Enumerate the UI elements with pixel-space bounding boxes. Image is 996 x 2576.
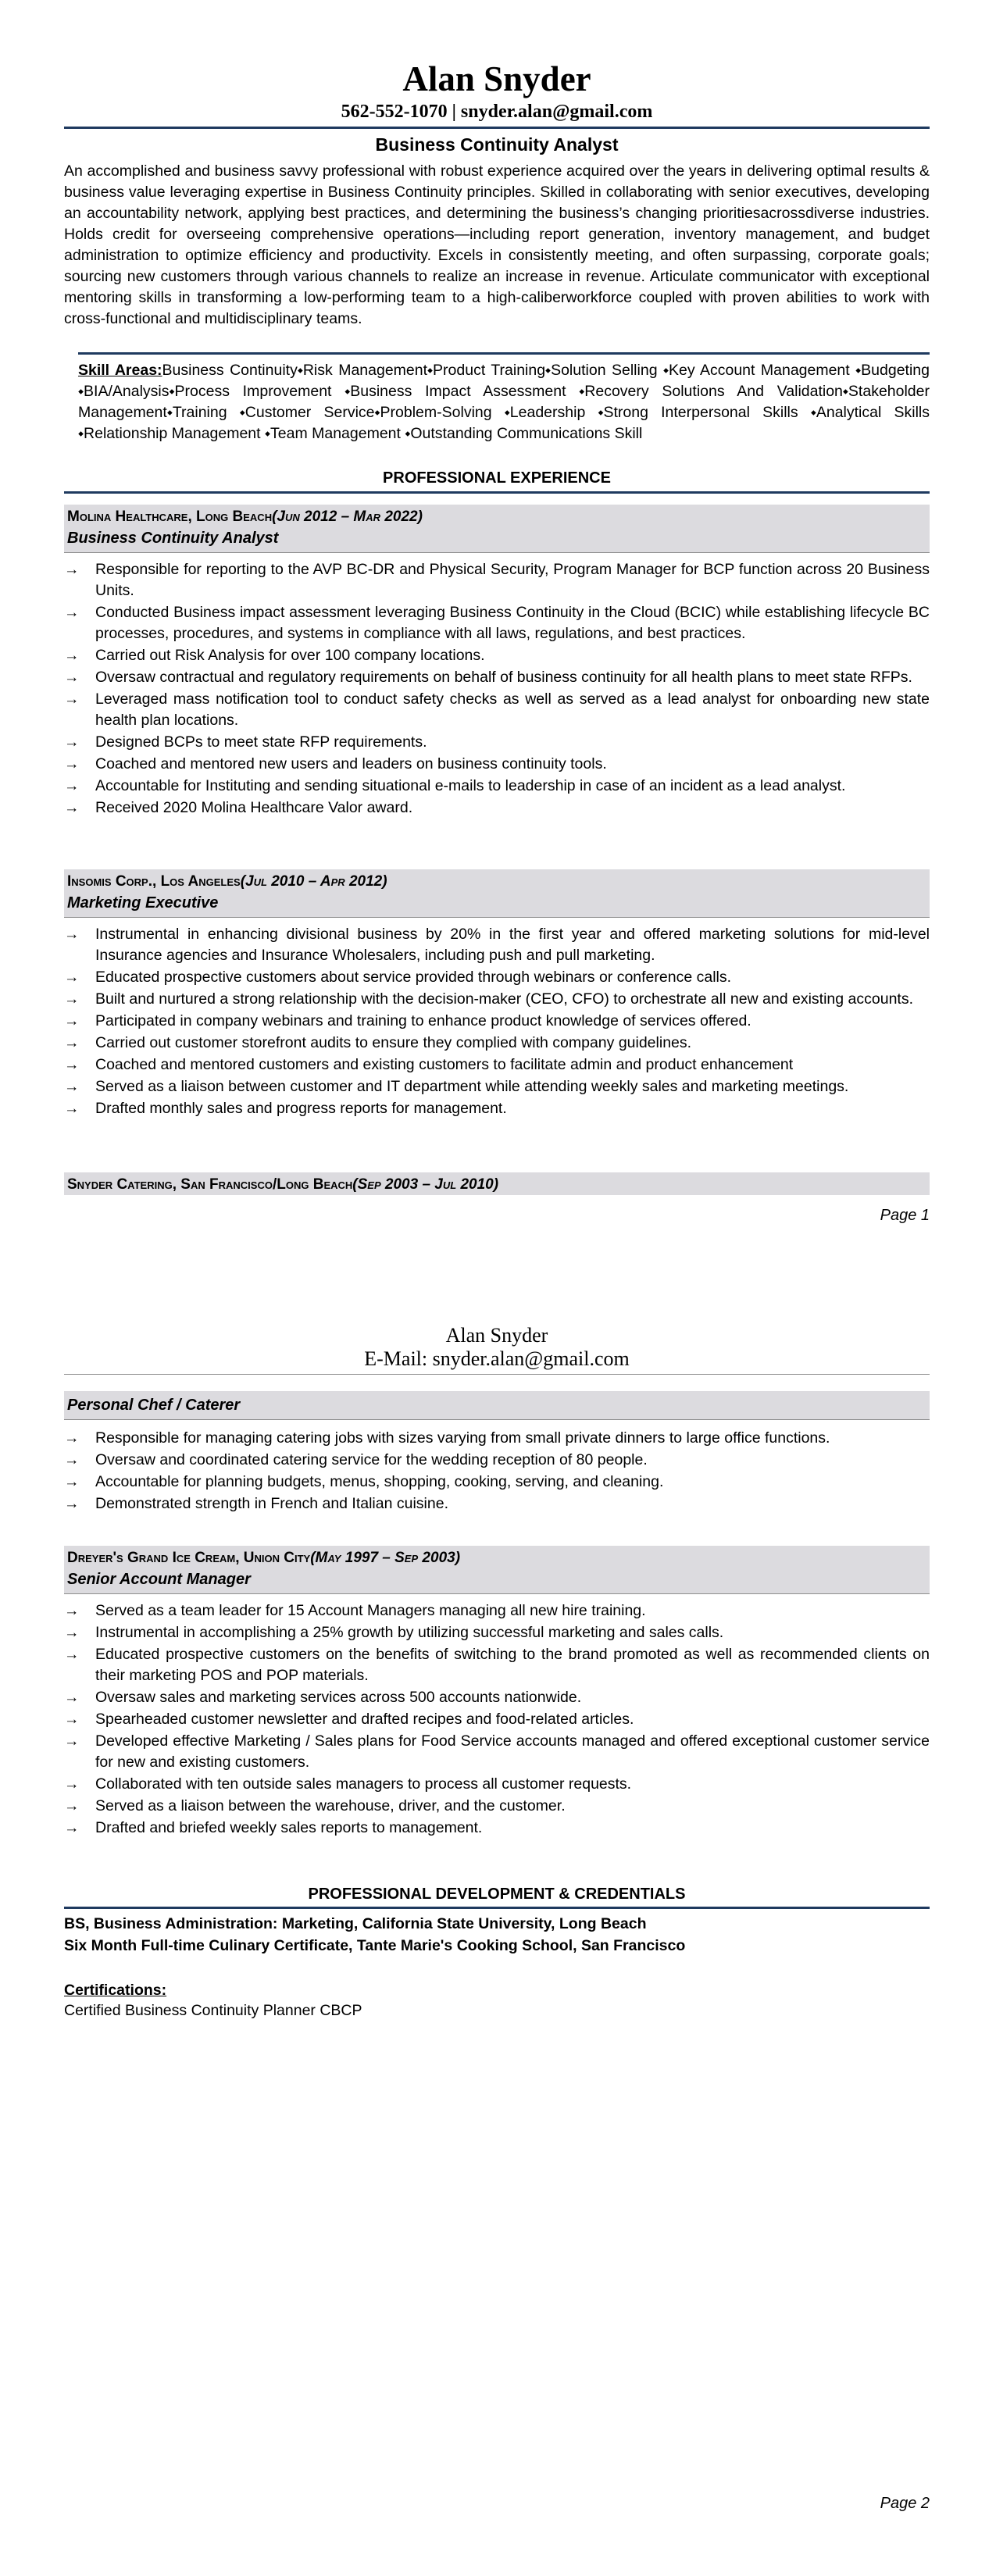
job-entry-snyder-catering-continued	[64, 1391, 930, 1515]
list-item: → Served as a liaison between the warehouse, driver, and the customer.	[64, 1796, 930, 1817]
list-item: → Carried out Risk Analysis for over 100 company locations.	[64, 645, 930, 666]
job-bullets	[64, 559, 930, 819]
list-item: → Carried out customer storefront audits to ensure they complied with company guidelines.	[64, 1033, 930, 1054]
arrow-icon: →	[64, 1797, 80, 1814]
skill-areas-label: Skill Areas:	[78, 362, 162, 379]
arrow-icon: →	[64, 1078, 80, 1095]
education-certificate: Six Month Full-time Culinary Certificate, Tante Marie's Cooking School, San Francisco	[64, 1937, 686, 1954]
job-company: Molina Healthcare, Long Beach	[67, 508, 273, 525]
job-entry-snyder-catering	[64, 1172, 930, 1195]
education-degree: BS, Business Administration: Marketing, California State University, Long Beach	[64, 1915, 647, 1932]
list-item: → Accountable for planning budgets, menus, shopping, cooking, serving, and cleaning.	[64, 1472, 930, 1493]
candidate-name: Alan Snyder	[402, 59, 591, 98]
list-item: → Accountable for Instituting and sending situational e-mails to leadership in case of an incident as a lead analyst.	[64, 776, 930, 797]
arrow-icon: →	[64, 690, 80, 708]
job-header	[64, 1172, 930, 1195]
headline: Business Continuity Analyst	[375, 134, 619, 155]
certification-item: Certified Business Continuity Planner CBCP	[64, 2002, 362, 2019]
skill-areas-list: Business Continuity⬩Risk Management⬩Product Training⬩Solution Selling ⬩Key Account Management ⬩Budgeting ⬩BIA/Analysis⬩Process Improvement ⬩Business Impact Assessment ⬩Recovery Solutions And Validation⬩Stakeholder Management⬩Training ⬩Customer Service⬩Problem-Solving ⬩Leadership ⬩Strong Interpersonal Skills ⬩Analytical Skills ⬩Relationship Management ⬩Team Management ⬩Outstanding Communications Skill	[78, 362, 930, 442]
arrow-icon: →	[64, 1495, 80, 1512]
arrow-icon: →	[64, 1775, 80, 1793]
list-item: → Built and nurtured a strong relationship with the decision-maker (CEO, CFO) to orchestrate all new and existing accounts.	[64, 989, 930, 1010]
arrow-icon: →	[64, 1646, 80, 1663]
job-header	[64, 869, 930, 917]
job-title: Marketing Executive	[67, 894, 219, 912]
job-dates: (May 1997 – Sep 2003)	[310, 1550, 461, 1566]
running-header-email: E-Mail: snyder.alan@gmail.com	[364, 1347, 630, 1370]
skill-areas	[78, 360, 930, 444]
job-title: Business Continuity Analyst	[67, 530, 279, 547]
list-item: → Demonstrated strength in French and Italian cuisine.	[64, 1493, 930, 1515]
list-item: → Oversaw contractual and regulatory requirements on behalf of business continuity for all health plans to meet state RFPs.	[64, 667, 930, 688]
job-header	[64, 505, 930, 552]
arrow-icon: →	[64, 669, 80, 686]
arrow-icon: →	[64, 561, 80, 578]
list-item: → Responsible for reporting to the AVP BC-DR and Physical Security, Program Manager for BCP function across 20 Business Units.	[64, 561, 930, 599]
arrow-icon: →	[64, 1100, 80, 1117]
skills-divider	[78, 352, 930, 355]
job-entry-insomis	[64, 869, 930, 1120]
resume-page-2	[0, 1288, 996, 2576]
running-header-name: Alan Snyder	[445, 1324, 548, 1347]
list-item: → Designed BCPs to meet state RFP requirements.	[64, 732, 930, 753]
job-divider	[64, 1419, 930, 1420]
page-number: Page 1	[880, 1207, 930, 1224]
arrow-icon: →	[64, 733, 80, 751]
list-item: → Leveraged mass notification tool to conduct safety checks as well as served as a lead analyst for onboarding new state health plan locations.	[64, 690, 930, 729]
list-item: → Conducted Business impact assessment leveraging Business Continuity in the Cloud (BCIC) while establishing lifecycle BC processes, procedures, and systems in compliance with all laws, regulations, and best practices.	[64, 604, 930, 642]
list-item: → Served as a team leader for 15 Account Managers managing all new hire training.	[64, 1600, 930, 1622]
job-divider	[64, 552, 930, 553]
arrow-icon: →	[64, 799, 80, 816]
job-company: Snyder Catering, San Francisco/Long Beach	[67, 1176, 353, 1193]
arrow-icon: →	[64, 969, 80, 986]
list-item: → Instrumental in enhancing divisional business by 20% in the first year and offered marketing solutions for mid-level Insurance agencies and Insurance Wholesalers, including push and pull marketing.	[64, 926, 930, 964]
arrow-icon: →	[64, 1689, 80, 1706]
list-item: → Drafted and briefed weekly sales reports to management.	[64, 1818, 930, 1839]
arrow-icon: →	[64, 1473, 80, 1490]
job-title: Personal Chef / Caterer	[67, 1397, 241, 1414]
job-entry-dreyers	[64, 1546, 930, 1839]
job-company: Insomis Corp., Los Angeles	[67, 873, 241, 890]
header-divider	[64, 127, 930, 129]
arrow-icon: →	[64, 647, 80, 664]
arrow-icon: →	[64, 1624, 80, 1641]
job-dates: (Jul 2010 – Apr 2012)	[240, 873, 387, 890]
credentials-section-title: PROFESSIONAL DEVELOPMENT & CREDENTIALS	[308, 1886, 686, 1903]
arrow-icon: →	[64, 1012, 80, 1029]
contact-line: 562-552-1070 | snyder.alan@gmail.com	[341, 102, 653, 122]
list-item: → Received 2020 Molina Healthcare Valor award.	[64, 797, 930, 819]
list-item: → Oversaw sales and marketing services across 500 accounts nationwide.	[64, 1687, 930, 1708]
list-item: → Collaborated with ten outside sales managers to process all customer requests.	[64, 1774, 930, 1795]
list-item: → Educated prospective customers about service provided through webinars or conference calls.	[64, 967, 930, 988]
list-item: → Coached and mentored new users and leaders on business continuity tools.	[64, 754, 930, 775]
summary-paragraph: An accomplished and business savvy professional with robust experience acquired over the years in delivering optimal results & business value leveraging expertise in Business Continuity principles. Skilled in collaborating with senior executives, developing an accountability network, applying best practices, and determining the business’s changing prioritiesacrossdiverse industries. Holds credit for overseeing comprehensive operations—including report generation, inventory management, and budget administration to optimize efficiency and productivity. Excels in consistently meeting, and often surpassing, corporate goals; sourcing new customers through various channels to realize an increase in revenue. Articulate communicator with exceptional mentoring skills in transforming a low-performing team to a high-caliberworkforce coupled with proven abilities to work with cross-functional and multidisciplinary teams.	[64, 162, 930, 327]
experience-section-title: PROFESSIONAL EXPERIENCE	[383, 469, 611, 487]
job-dates: (Sep 2003 – Jul 2010)	[352, 1176, 499, 1193]
job-entry-molina	[64, 505, 930, 819]
arrow-icon: →	[64, 990, 80, 1008]
credentials-divider	[64, 1907, 930, 1909]
job-divider	[64, 1593, 930, 1594]
list-item: → Drafted monthly sales and progress reports for management.	[64, 1098, 930, 1119]
arrow-icon: →	[64, 1732, 80, 1750]
list-item: → Instrumental in accomplishing a 25% growth by utilizing successful marketing and sales calls.	[64, 1622, 930, 1643]
arrow-icon: →	[64, 1429, 80, 1447]
job-company: Dreyer's Grand Ice Cream, Union City	[67, 1550, 311, 1566]
list-item: → Coached and mentored customers and existing customers to facilitate admin and product enhancement	[64, 1054, 930, 1076]
arrow-icon: →	[64, 926, 80, 943]
experience-divider	[64, 491, 930, 494]
list-item: → Served as a liaison between customer and IT department while attending weekly sales and marketing meetings.	[64, 1076, 930, 1097]
job-title: Senior Account Manager	[67, 1571, 251, 1588]
arrow-icon: →	[64, 1451, 80, 1468]
arrow-icon: →	[64, 777, 80, 794]
job-header	[64, 1546, 930, 1593]
list-item: → Oversaw and coordinated catering service for the wedding reception of 80 people.	[64, 1450, 930, 1471]
arrow-icon: →	[64, 1711, 80, 1728]
job-bullets	[64, 1600, 930, 1839]
list-item: → Spearheaded customer newsletter and drafted recipes and food-related articles.	[64, 1709, 930, 1730]
arrow-icon: →	[64, 604, 80, 621]
list-item: → Participated in company webinars and training to enhance product knowledge of services offered.	[64, 1011, 930, 1032]
job-header	[64, 1391, 930, 1419]
list-item: → Developed effective Marketing / Sales plans for Food Service accounts managed and offered exceptional customer service for new and existing customers.	[64, 1732, 930, 1771]
job-bullets	[64, 1428, 930, 1515]
job-bullets	[64, 924, 930, 1119]
list-item: → Educated prospective customers on the benefits of switching to the brand promoted as well as recommended clients on their marketing POS and POP materials.	[64, 1646, 930, 1684]
arrow-icon: →	[64, 1819, 80, 1836]
arrow-icon: →	[64, 1056, 80, 1073]
job-dates: (Jun 2012 – Mar 2022)	[272, 508, 423, 525]
running-header-divider	[64, 1374, 930, 1375]
job-divider	[64, 917, 930, 918]
arrow-icon: →	[64, 755, 80, 772]
list-item: → Responsible for managing catering jobs with sizes varying from small private dinners to large office functions.	[64, 1428, 930, 1449]
arrow-icon: →	[64, 1034, 80, 1051]
certifications-label: Certifications:	[64, 1982, 167, 1999]
page-number: Page 2	[880, 2495, 930, 2512]
arrow-icon: →	[64, 1602, 80, 1619]
